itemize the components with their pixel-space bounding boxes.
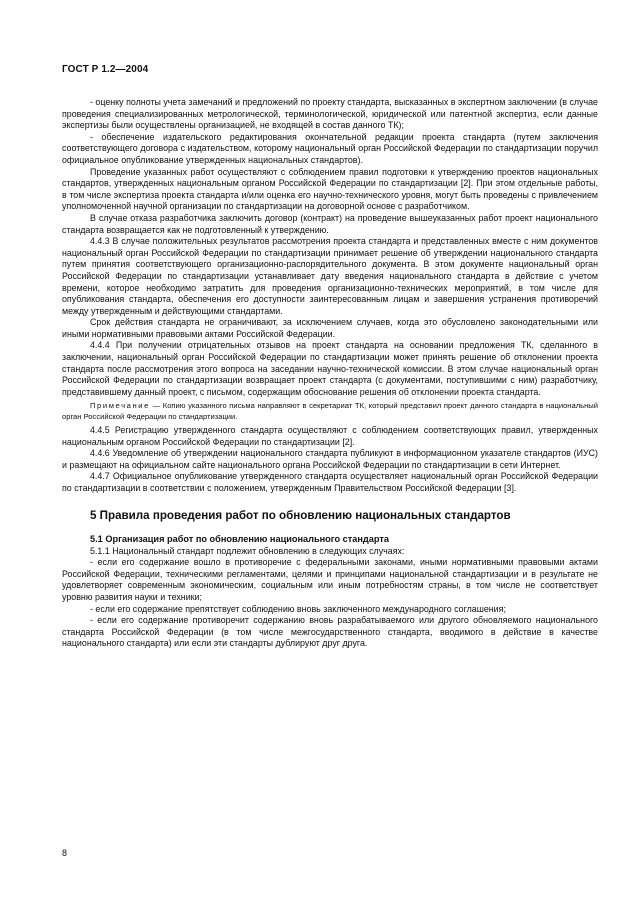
paragraph: - если его содержание препятствует соблюдению вновь заключенного международного соглашения; bbox=[90, 603, 506, 614]
paragraph: - если его содержание противоречит содержанию вновь разрабатываемого или другого обновляемого национального стандарта Российской Федерации (в том числе межгосударственного стандарта, вводимого в действие в качестве национального стандарта) или если эти стандарты дублируют друг друга. bbox=[62, 615, 598, 649]
section-heading: 5 Правила проведения работ по обновлению национальных стандартов bbox=[90, 508, 511, 522]
paragraph: 4.4.3 В случае положительных результатов рассмотрения проекта стандарта и представленных вместе с ним документов национальный орган Российской Федерации по стандартизации принимает решение об утверждении национального стандарта путем принятия соответствующего организационно-распорядительного документа. В этом документе национальный орган Российской Федерации по стандартизации устанавливает дату введения национального стандарта в действие с учетом времени, которое необходимо затратить для проведения организационно-технических мероприятий, в том числе для опубликования стандарта, обеспечения его доступности заинтересованным лицам и завершения устранения противоречий между утвержденным и действующими стандартами. bbox=[62, 236, 598, 316]
note-text: — Копию указанного письма направляют в секретариат ТК, который представил проект данного стандарта в национальный орган Российской Федерации по стандартизации. bbox=[62, 401, 598, 421]
paragraph: 4.4.6 Уведомление об утверждении национального стандарта публикуют в информационном указателе стандартов (ИУС) и размещают на официальном сайте национального органа Российской Федерации по стандартизации в сети Интернет. bbox=[62, 448, 598, 470]
document-code: ГОСТ Р 1.2—2004 bbox=[62, 64, 149, 75]
page-body bbox=[62, 97, 598, 650]
note bbox=[62, 401, 598, 422]
paragraph: Проведение указанных работ осуществляют с соблюдением правил подготовки к утверждению проектов национальных стандартов, утвержденных национальным органом Российской Федерации по стандартизации [2]. При этом отдельные работы, в том числе экспертиза проекта стандарта и/или оценка его научно-технического уровня, могут быть проведены с привлечением уполномоченной научной организации по стандартизации на договорной основе с разработчиком. bbox=[62, 166, 598, 212]
paragraph: 4.4.4 При получении отрицательных отзывов на проект стандарта на основании предложения ТК, сделанного в заключении, национальный орган Российской Федерации по стандартизации может принять решение об отклонении проекта стандарта после рассмотрения этого вопроса на заседании научно-технической комиссии. В этом случае национальный орган Российской Федерации по стандартизации возвращает проект стандарта (с документами, поступившими с ним) разработчику, представившему данный проект, с письмом, содержащим обоснование решения об отклонении проекта стандарта. bbox=[62, 340, 598, 397]
paragraph: Срок действия стандарта не ограничивают, за исключением случаев, когда это обусловлено законодательными или иными нормативными правовыми актами Российской Федерации. bbox=[62, 317, 598, 339]
paragraph: 4.4.5 Регистрацию утвержденного стандарта осуществляют с соблюдением соответствующих правил, утвержденных национальным органом Российской Федерации по стандартизации [2]. bbox=[62, 425, 598, 447]
subsection-heading: 5.1 Организация работ по обновлению национального стандарта bbox=[90, 533, 389, 544]
paragraph: 4.4.7 Официальное опубликование утвержденного стандарта осуществляет национальный орган Российской Федерации по стандартизации в соответствии с положением, утвержденным Правительством Российской Федерации [3]. bbox=[62, 471, 598, 493]
paragraph: - если его содержание вошло в противоречие с федеральными законами, иными нормативными правовыми актами Российской Федерации, техническими регламентами, целями и принципами национальной стандартизации и в результате не удовлетворяет современным экономическим, социальным или иным потребностям страны, в том числе не соответствует уровню развития науки и техники; bbox=[62, 557, 598, 602]
note-label: Примечание bbox=[90, 401, 150, 411]
paragraph: 5.1.1 Национальный стандарт подлежит обновлению в следующих случаях: bbox=[90, 545, 405, 556]
paragraph: - оценку полноты учета замечаний и предложений по проекту стандарта, высказанных в экспертном заключении (в случае проведения специализированных метрологической, терминологической, юридической или патентной экспертиз, если данные экспертизы были осуществлены организацией, не входящей в состав данного ТК); bbox=[62, 97, 598, 131]
paragraph: В случае отказа разработчика заключить договор (контракт) на проведение вышеуказанных работ проект национального стандарта возвращается как не подготовленный к утверждению. bbox=[62, 212, 598, 235]
page-number: 8 bbox=[62, 848, 68, 858]
paragraph: - обеспечение издательского редактирования окончательной редакции проекта стандарта (путем заключения соответствующего договора с издательством, которому национальный орган Российской Федерации по стандартизации поручил официальное опубликование утвержденных национальных стандартов). bbox=[62, 131, 598, 165]
